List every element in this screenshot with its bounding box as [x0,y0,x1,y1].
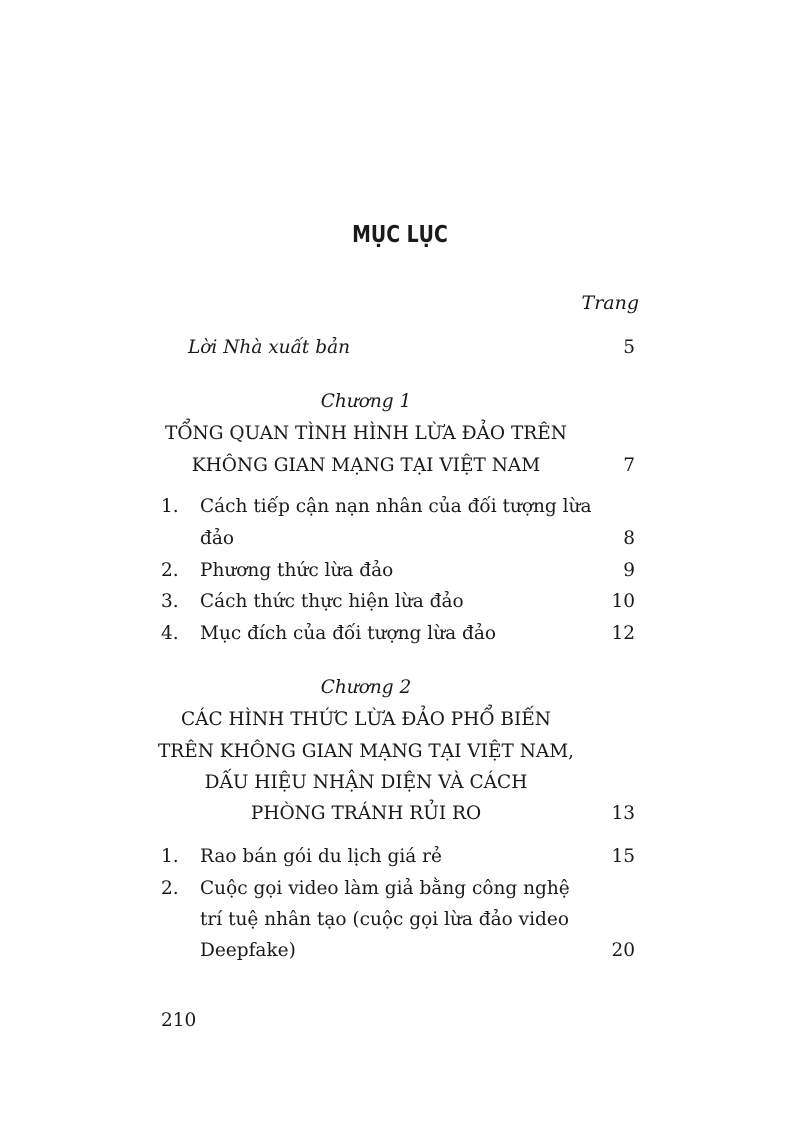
toc-page-number: 10 [611,591,635,612]
toc-page-number: 8 [623,528,635,549]
toc-page-number: 9 [623,560,635,581]
toc-item[interactable]: Cách thức thực hiện lừa đảo [200,591,464,612]
toc-item[interactable]: đảo [200,528,235,549]
page-title: MỤC LỤC [352,222,448,248]
chapter-2-title-line[interactable]: PHÒNG TRÁNH RỦI RO [250,803,482,824]
toc-item[interactable]: Rao bán gói du lịch giá rẻ [200,846,442,867]
toc-item[interactable]: trí tuệ nhân tạo (cuộc gọi lừa đảo video [200,909,569,930]
toc-page-number: 15 [611,846,635,867]
toc-page-number: 7 [623,455,635,476]
chapter-1-title-line[interactable]: TỔNG QUAN TÌNH HÌNH LỪA ĐẢO TRÊN [165,423,567,444]
toc-page-number: 20 [611,940,635,961]
chapter-1-title-line[interactable]: KHÔNG GIAN MẠNG TẠI VIỆT NAM [191,455,541,476]
toc-item[interactable]: Phương thức lừa đảo [200,560,394,581]
chapter-2-title-line[interactable]: DẤU HIỆU NHẬN DIỆN VÀ CÁCH [204,772,528,793]
page-number: 210 [161,1010,197,1031]
page-column-label: Trang [581,292,639,314]
item-number: 3. [161,591,179,612]
item-number: 2. [161,878,179,899]
toc-item[interactable]: Cách tiếp cận nạn nhân của đối tượng lừa [200,496,592,517]
toc-entry-preface[interactable]: Lời Nhà xuất bản [188,337,351,358]
toc-page-number: 13 [611,803,635,824]
toc-page-number: 12 [611,623,635,644]
chapter-2-title-line[interactable]: CÁC HÌNH THỨC LỪA ĐẢO PHỔ BIẾN [181,709,551,730]
toc-page-number: 5 [623,337,635,358]
item-number: 2. [161,560,179,581]
toc-item[interactable]: Deepfake) [200,940,296,961]
toc-item[interactable]: Cuộc gọi video làm giả bằng công nghệ [200,878,570,899]
chapter-1-label: Chương 1 [320,391,412,412]
chapter-2-label: Chương 2 [320,677,412,698]
item-number: 4. [161,623,179,644]
item-number: 1. [161,846,179,867]
chapter-2-title-line[interactable]: TRÊN KHÔNG GIAN MẠNG TẠI VIỆT NAM, [157,741,575,762]
toc-item[interactable]: Mục đích của đối tượng lừa đảo [200,623,497,644]
item-number: 1. [161,496,179,517]
